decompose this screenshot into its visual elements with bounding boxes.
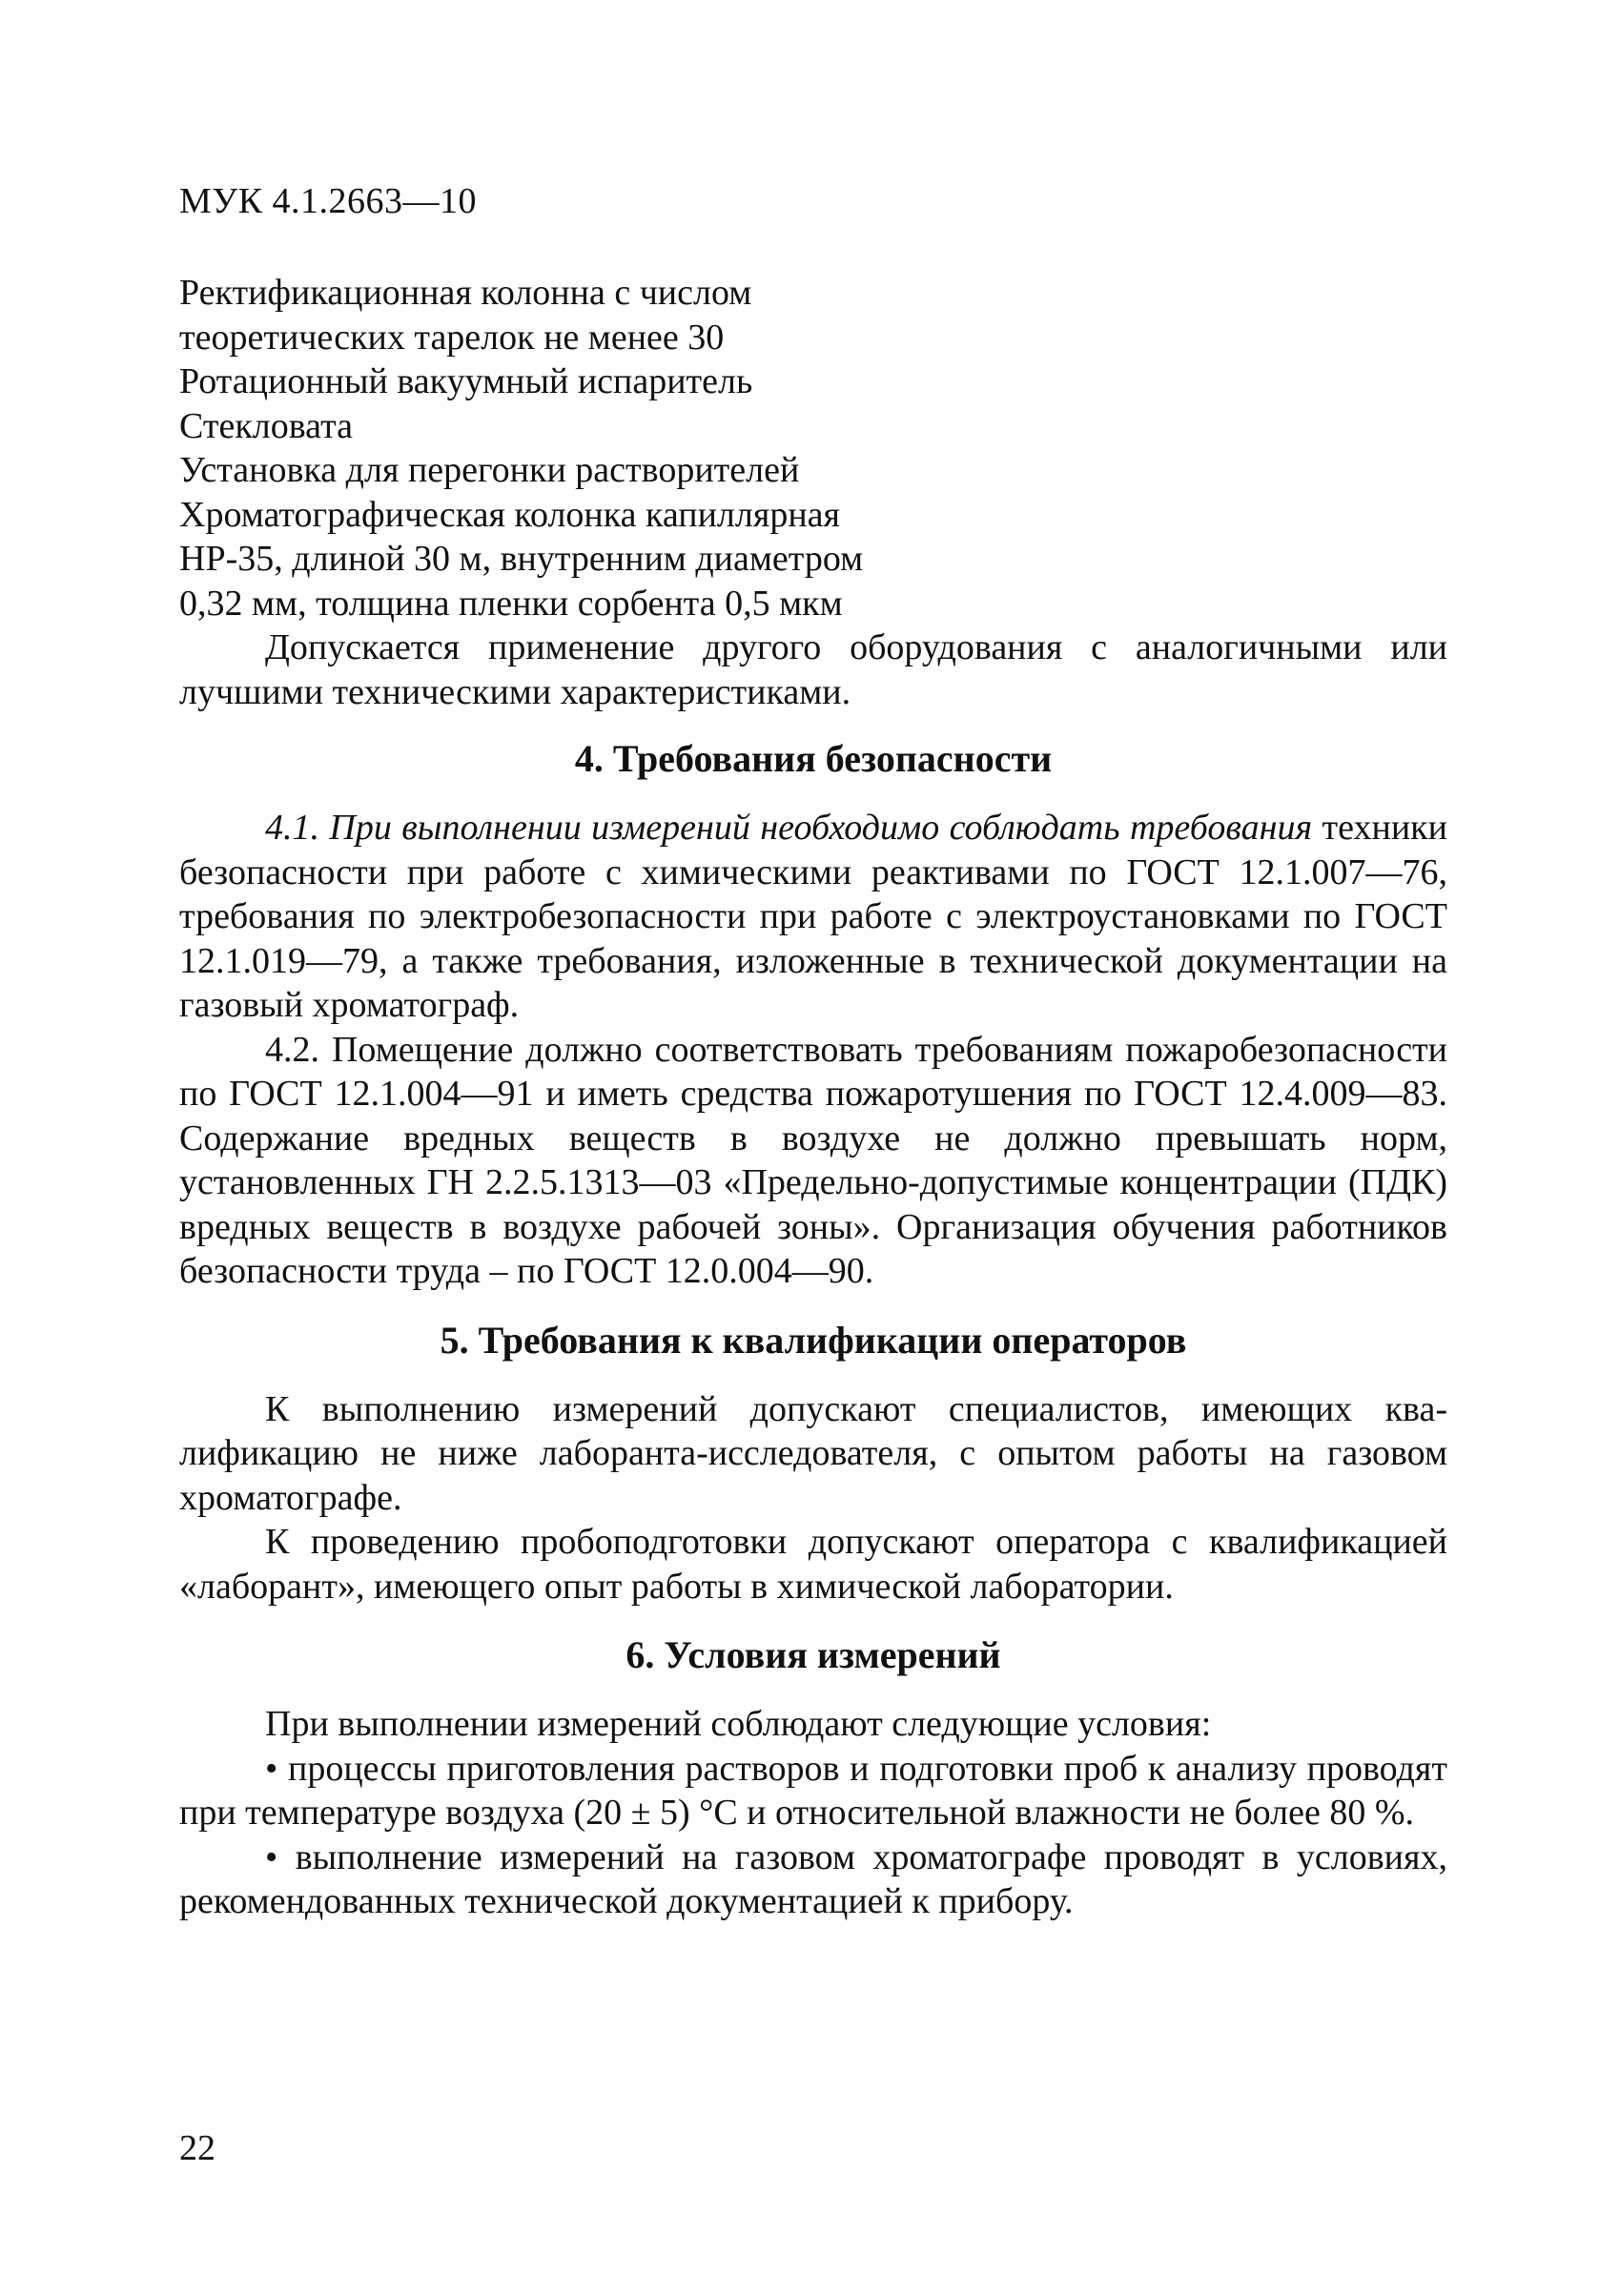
section-4-paragraph-1 [179, 806, 1447, 1028]
page-number: 22 [179, 2128, 215, 2168]
equipment-line: Ротационный вакуумный испаритель [179, 361, 753, 401]
section-4-paragraph-1-lead: 4.1. При выполнении измерений необходимо соблюдать требования [265, 808, 1313, 848]
section-4-paragraph-1-body: техники безопасности при работе с химическими реактивами по ГОСТ 12.1.007—76, требования по электробезопасности при работе с электроустановками по ГОСТ 12.1.019—79, а также требования, изложенные в технической документации на газовый хроматограф. [179, 808, 1447, 1025]
section-5-heading: 5. Требования к квалификации операторов [440, 1318, 1187, 1362]
equipment-line: Ректификационная колонна с числом [179, 273, 752, 313]
section-5-paragraph-1: К выполнению измерений допускают специалистов, имеющих квалификацию не ниже лаборанта-исследователя, с опытом работы на газовом хроматографе. [179, 1388, 1447, 1518]
equipment-line: теоретических тарелок не менее 30 [179, 317, 725, 358]
section-4-heading: 4. Требования безопасности [574, 737, 1053, 780]
equipment-line: Стекловата [179, 405, 354, 446]
equipment-line: НР-35, длиной 30 м, внутренним диаметром [179, 539, 864, 579]
section-4-paragraph-2: 4.2. Помещение должно соответствовать требованиям пожаробезопасности по ГОСТ 12.1.004—91 и иметь средства пожаротушения по ГОСТ 12.4.009—83. Содержание вредных веществ в воздухе не должно превышать норм, установленных ГН 2.2.5.1313—03 «Предельно-допустимые концентрации (ПДК) вредных веществ в воздухе рабочей зоны». Организация обучения работников безопасности труда – по ГОСТ 12.0.004—90. [179, 1029, 1447, 1291]
equipment-line: Установка для перегонки растворителей [179, 450, 800, 490]
equipment-note: Допускается применение другого оборудования с аналогичными или лучшими техническими характеристиками. [179, 627, 1447, 712]
section-6-intro: При выполнении измерений соблюдают следующие условия: [265, 1704, 1212, 1744]
equipment-line: Хроматографическая колонка капиллярная [179, 494, 841, 535]
section-6-bullet-1: • процессы приготовления растворов и подготовки проб к анализу проводят при температуре воздуха (20 ± 5) °С и относительной влажности не более 80 %. [179, 1748, 1447, 1833]
section-5-paragraph-2: К проведению пробоподготовки допускают оператора с квалификацией «лаборант», имеющего опыт работы в химической лаборатории. [179, 1522, 1447, 1607]
equipment-list [179, 271, 1447, 625]
equipment-line: 0,32 мм, толщина пленки сорбента 0,5 мкм [179, 583, 843, 624]
document-code: МУК 4.1.2663—10 [179, 181, 478, 221]
section-6-bullet-2: • выполнение измерений на газовом хроматографе проводят в условиях, рекомендованных технической документацией к прибору. [179, 1836, 1447, 1921]
page-content [179, 271, 1447, 1924]
section-6-heading: 6. Условия измерений [625, 1633, 1001, 1676]
